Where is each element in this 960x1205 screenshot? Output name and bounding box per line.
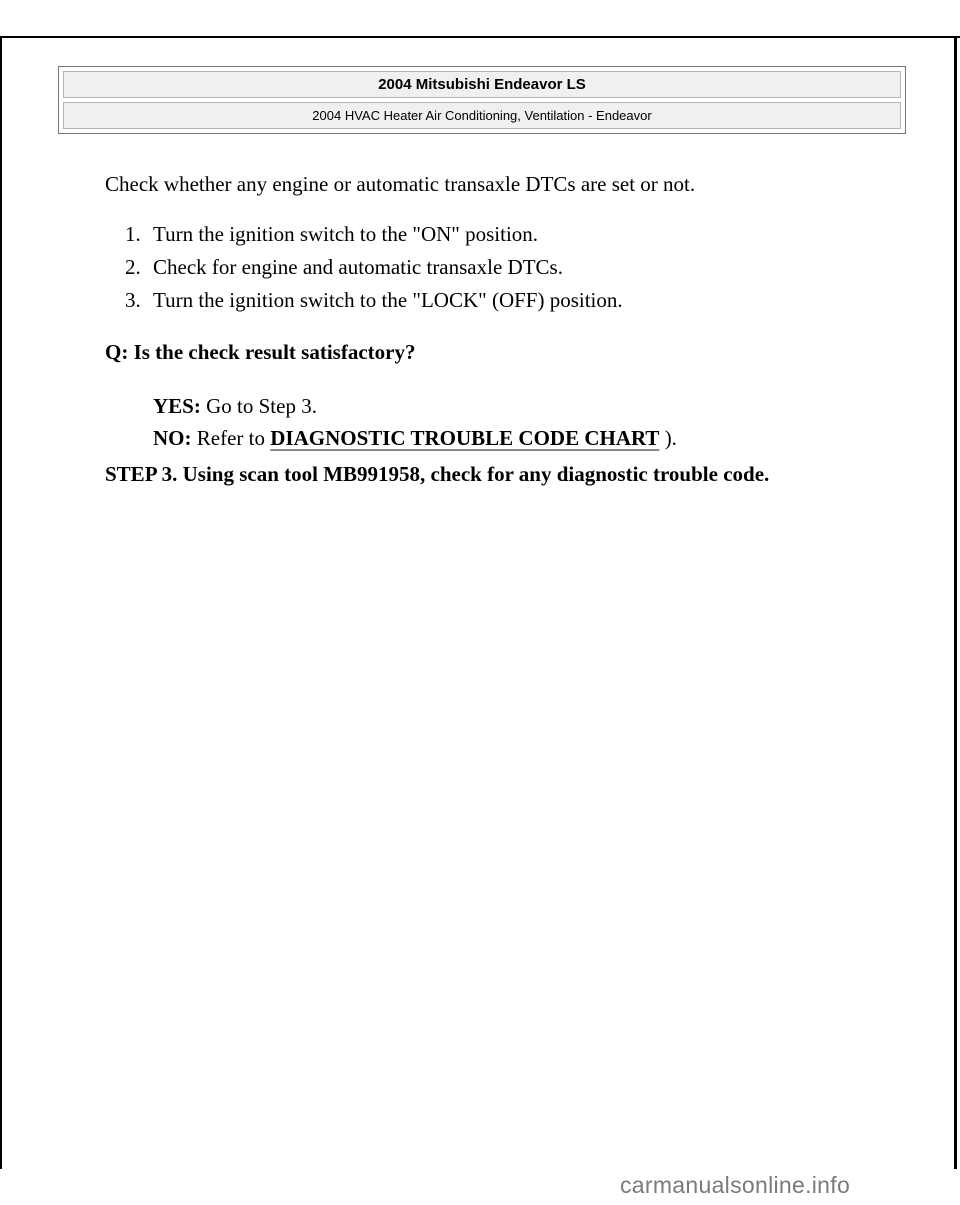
document-body [105,168,905,486]
list-item-text: Check for engine and automatic transaxle DTCs. [153,255,563,279]
diagnostic-trouble-code-chart-link[interactable]: DIAGNOSTIC TROUBLE CODE CHART [270,426,660,450]
intro-paragraph: Check whether any engine or automatic transaxle DTCs are set or not. [105,172,696,196]
answer-yes [153,390,317,422]
answer-no-label: NO: [153,426,192,450]
list-item-number: 1. [125,222,141,246]
answer-no-suffix: ). [664,426,677,450]
list-item [125,284,623,316]
list-item-number: 2. [125,255,141,279]
page-frame-left [0,36,2,1169]
document-title: 2004 Mitsubishi Endeavor LS [63,71,901,98]
list-item-number: 3. [125,288,141,312]
document-header [58,66,906,134]
page-frame-right [954,36,957,1169]
watermark: carmanualsonline.info [620,1172,851,1198]
question-heading: Q: Is the check result satisfactory? [105,340,416,364]
list-item-text: Turn the ignition switch to the "ON" position. [153,222,539,246]
answer-no-text: Refer to [196,426,265,450]
answer-yes-label: YES: [153,394,201,418]
page-frame-top [0,36,960,38]
answer-no [153,422,677,454]
document-subtitle: 2004 HVAC Heater Air Conditioning, Ventilation - Endeavor [63,102,901,129]
list-item [125,251,563,283]
list-item [125,218,538,250]
answer-yes-text: Go to Step 3. [206,394,317,418]
step-heading: STEP 3. Using scan tool MB991958, check for any diagnostic trouble code. [105,462,770,486]
list-item-text: Turn the ignition switch to the "LOCK" (OFF) position. [153,288,623,312]
